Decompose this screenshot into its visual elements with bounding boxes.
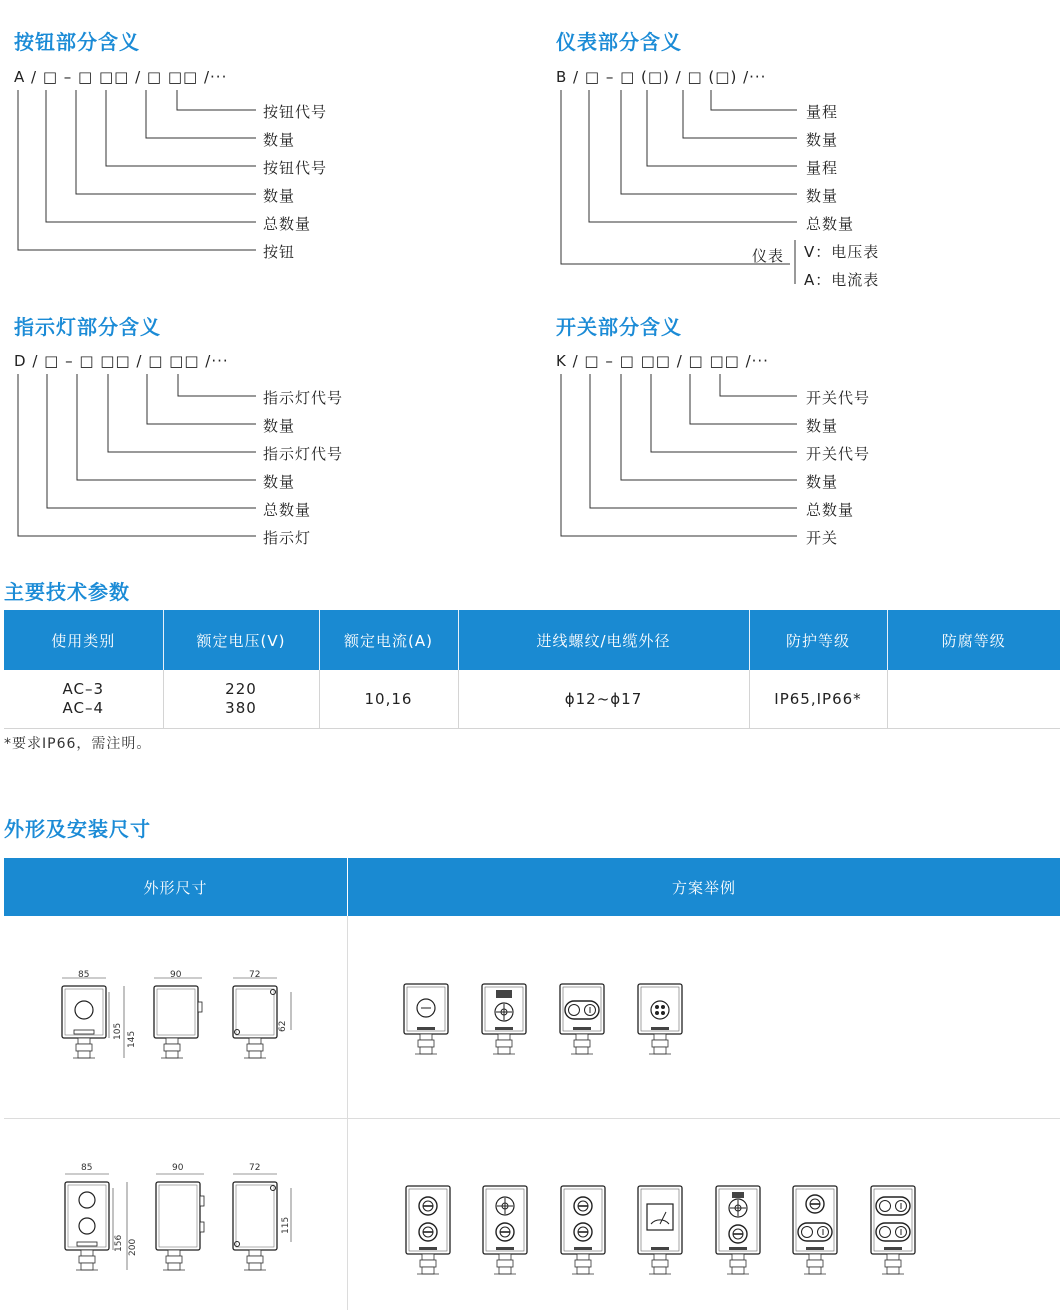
switch-label-qty-2: 数量: [806, 417, 839, 435]
lamp-label-code-1: 指示灯代号: [263, 445, 344, 463]
scheme-lamp-box-1: [638, 984, 682, 1054]
header-protection: 防护等级: [749, 610, 887, 670]
category-line-2: AC–4: [62, 699, 104, 717]
scheme-two-lamp-box: [561, 1186, 605, 1274]
lamp-code: D / □ – □ □□ / □ □□ /···: [14, 352, 229, 370]
dimension-drawings: [4, 916, 1060, 1310]
meter-code: B / □ – □ (□) / □ (□) /···: [556, 68, 767, 86]
lamp-label-qty-1: 数量: [263, 473, 296, 491]
button-label-type: 按钮: [263, 243, 296, 261]
button-section-title: 按钮部分含义: [14, 30, 140, 54]
lamp-label-code-2: 指示灯代号: [263, 389, 344, 407]
params-header-row: [4, 610, 1060, 670]
scheme-button-double-box: [793, 1186, 837, 1274]
scheme-switch-box-1: [482, 984, 526, 1054]
button-label-total: 总数量: [263, 215, 312, 233]
button-code: A / □ – □ □□ / □ □□ /···: [14, 68, 228, 86]
header-anticorrosion: 防腐等级: [887, 610, 1060, 670]
category-line-1: AC–3: [62, 680, 104, 698]
cell-anticorrosion: [887, 670, 1060, 729]
button-label-qty-2: 数量: [263, 131, 296, 149]
lamp-section-title: 指示灯部分含义: [14, 315, 161, 339]
meter-label-range-1: 量程: [806, 159, 839, 177]
scheme-two-button-box: [406, 1186, 450, 1274]
header-current: 额定电流(A): [319, 610, 458, 670]
switch-label-code-1: 开关代号: [806, 445, 871, 463]
dim-row2-inner-height: 156: [114, 1234, 124, 1252]
scheme-meter-box: [638, 1186, 682, 1274]
code-bracket-lines: [0, 0, 1064, 560]
switch-label-code-2: 开关代号: [806, 389, 871, 407]
cell-voltage: [163, 670, 319, 729]
header-thread: 进线螺纹/电缆外径: [458, 610, 749, 670]
header-outline-size: 外形尺寸: [4, 858, 347, 916]
scheme-button-box-1: [404, 984, 448, 1054]
dim-row1-mount-width: 72: [249, 970, 261, 980]
button-label-code-2: 按钮代号: [263, 103, 328, 121]
table-row: [4, 670, 1060, 729]
lamp-label-type: 指示灯: [263, 529, 312, 547]
params-title: 主要技术参数: [4, 580, 130, 604]
dimensions-title: 外形及安装尺寸: [4, 817, 151, 841]
dim-row1-outer-height: 145: [127, 1030, 137, 1048]
dim-row2-depth: 90: [172, 1163, 184, 1173]
switch-label-type: 开关: [806, 529, 839, 547]
cell-category: [4, 670, 163, 729]
dim-row1-width: 85: [78, 970, 90, 980]
dim-row2-side-height: 115: [281, 1216, 291, 1234]
meter-label-qty-1: 数量: [806, 187, 839, 205]
scheme-double-double-box: [871, 1186, 915, 1274]
switch-label-total: 总数量: [806, 501, 855, 519]
dim-row1-depth: 90: [170, 970, 182, 980]
button-label-code-1: 按钮代号: [263, 159, 328, 177]
header-category: 使用类别: [4, 610, 163, 670]
header-scheme-examples: 方案举例: [348, 858, 1060, 916]
scheme-switch-button-box: [716, 1186, 760, 1274]
header-voltage: 额定电压(V): [163, 610, 319, 670]
voltage-line-1: 220: [225, 680, 257, 698]
meter-type-voltmeter: V：电压表: [804, 243, 880, 261]
switch-section-title: 开关部分含义: [556, 315, 682, 339]
dim-row1-side-height: 62: [278, 1020, 288, 1032]
cell-thread: ϕ12~ϕ17: [458, 670, 749, 729]
params-table: [4, 610, 1060, 729]
meter-label-type: 仪表: [752, 247, 785, 265]
scheme-selector-button-box: [483, 1186, 527, 1274]
switch-label-qty-1: 数量: [806, 473, 839, 491]
cell-current: 10,16: [319, 670, 458, 729]
meter-label-qty-2: 数量: [806, 131, 839, 149]
meter-type-ammeter: A：电流表: [804, 271, 880, 289]
meter-label-total: 总数量: [806, 215, 855, 233]
dim-row1-inner-height: 105: [113, 1022, 123, 1040]
lamp-label-total: 总数量: [263, 501, 312, 519]
switch-code: K / □ – □ □□ / □ □□ /···: [556, 352, 769, 370]
dim-row2-width: 85: [81, 1163, 93, 1173]
lamp-label-qty-2: 数量: [263, 417, 296, 435]
dim-row2-outer-height: 200: [128, 1238, 138, 1256]
voltage-line-2: 380: [225, 699, 257, 717]
scheme-double-button-box-1: [560, 984, 604, 1054]
meter-label-range-2: 量程: [806, 103, 839, 121]
dimensions-table: [4, 858, 1060, 1310]
button-label-qty-1: 数量: [263, 187, 296, 205]
cell-protection: IP65,IP66*: [749, 670, 887, 729]
params-note: *要求IP66，需注明。: [4, 736, 152, 752]
dim-row2-mount-width: 72: [249, 1163, 261, 1173]
meter-section-title: 仪表部分含义: [556, 30, 682, 54]
